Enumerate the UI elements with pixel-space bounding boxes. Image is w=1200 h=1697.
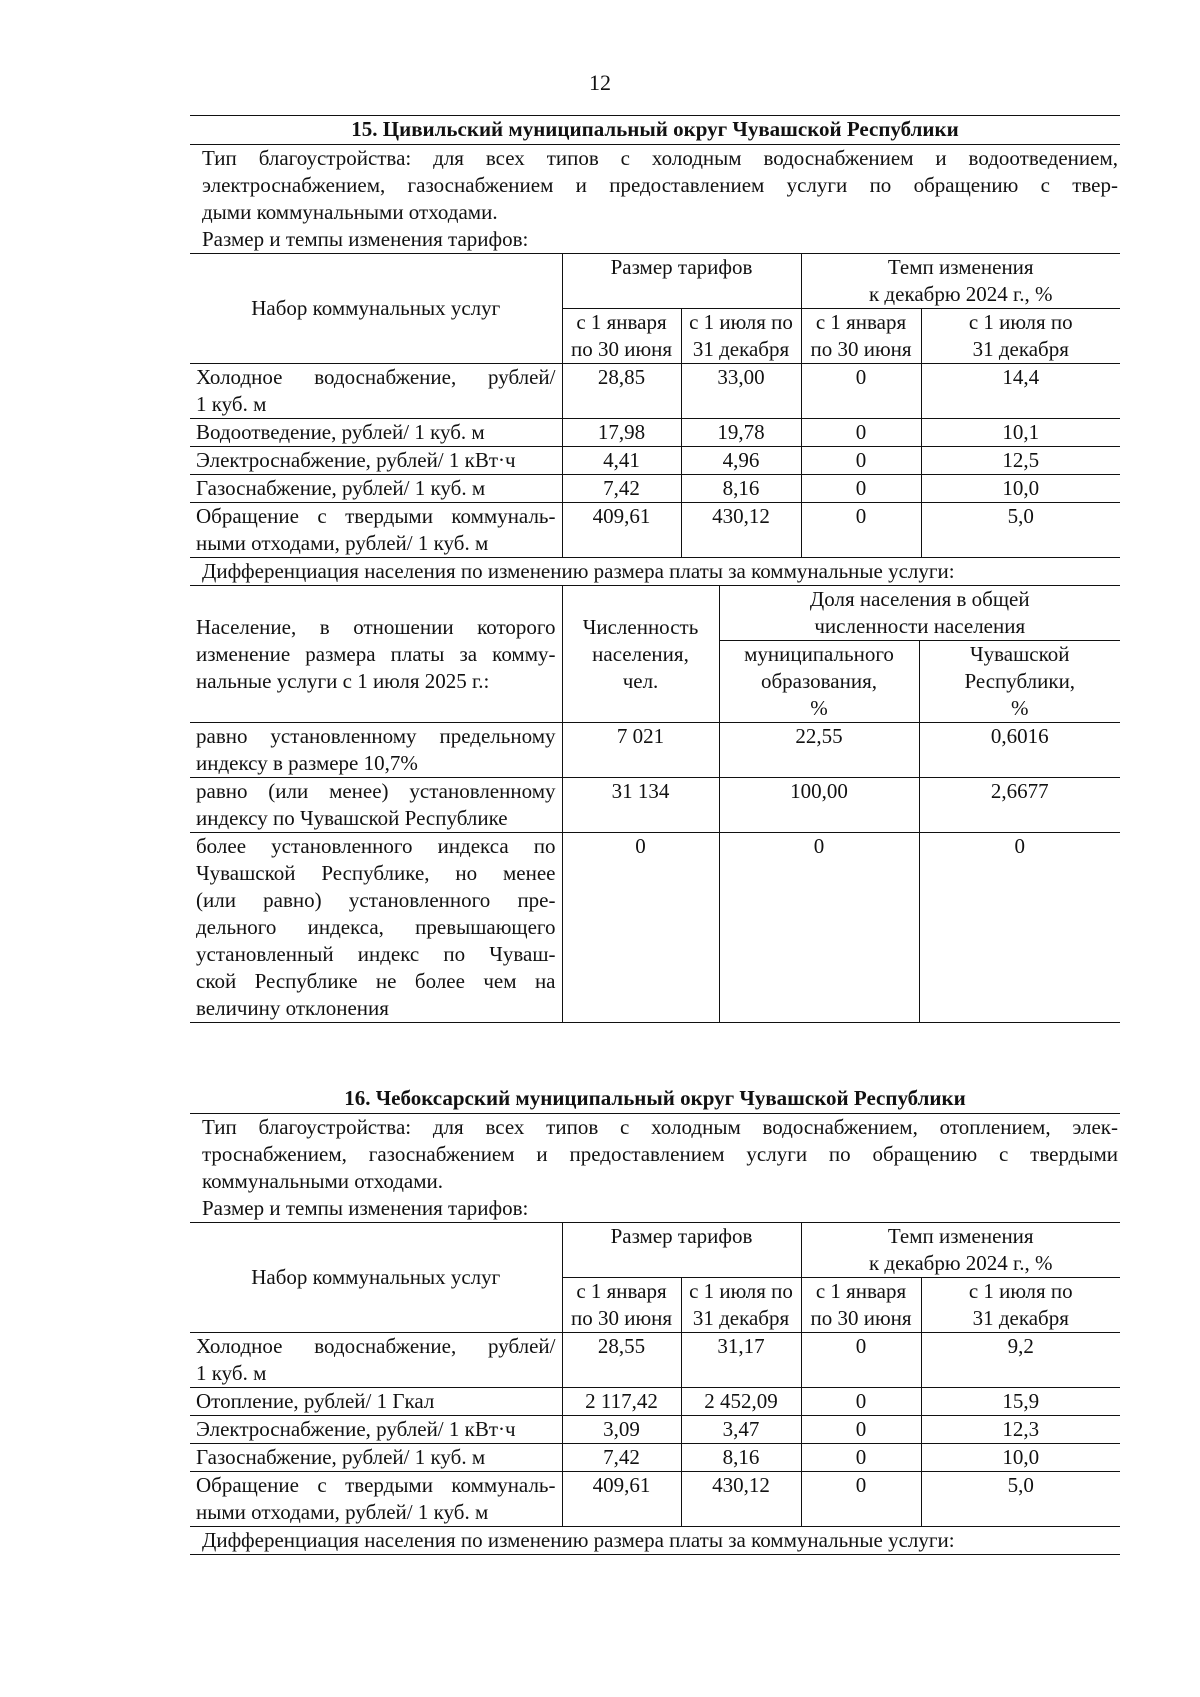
table-row — [190, 503, 1120, 558]
service-name: Холодное водоснабжение, рублей/ 1 куб. м — [190, 364, 562, 419]
service-name: Обращение с твердыми коммуналь- ными отходами, рублей/ 1 куб. м — [190, 503, 562, 558]
rate-value: 0 — [801, 447, 921, 475]
tariff-value: 33,00 — [681, 364, 801, 419]
table-row — [190, 419, 1120, 447]
tariff-value: 3,09 — [562, 1416, 681, 1444]
population-header: Население, в отношении которого изменение размера платы за комму- нальные услуги с 1 июля 2025 г.: — [190, 586, 562, 723]
rate-value: 0 — [801, 364, 921, 419]
type-line: электроснабжением, газоснабжением и предоставлением услуги по обращению с твер- — [202, 173, 1118, 197]
table-row — [190, 364, 1120, 419]
municipal-share: 0 — [719, 833, 919, 1023]
period-header: с 1 января по 30 июня — [562, 309, 681, 364]
period-header: с 1 июля по 31 декабря — [921, 309, 1120, 364]
tariff-value: 4,96 — [681, 447, 801, 475]
rate-header — [801, 254, 1120, 309]
rate-value: 0 — [801, 475, 921, 503]
service-name: Газоснабжение, рублей/ 1 куб. м — [190, 475, 562, 503]
table-row — [190, 1472, 1120, 1527]
period-header: с 1 января по 30 июня — [801, 1278, 921, 1333]
population-group: равно установленному предельному индексу в размере 10,7% — [190, 723, 562, 778]
period-header: с 1 июля по 31 декабря — [681, 1278, 801, 1333]
rate-value: 12,3 — [921, 1416, 1120, 1444]
rate-value: 0 — [801, 1333, 921, 1388]
rate-value: 10,1 — [921, 419, 1120, 447]
table-row — [190, 833, 1120, 1023]
tariff-value: 8,16 — [681, 1444, 801, 1472]
population-count: 31 134 — [562, 778, 719, 833]
tariff-value: 409,61 — [562, 1472, 681, 1527]
table-row — [190, 1416, 1120, 1444]
rate-value: 5,0 — [921, 503, 1120, 558]
tariff-value: 430,12 — [681, 1472, 801, 1527]
service-name: Обращение с твердыми коммуналь- ными отходами, рублей/ 1 куб. м — [190, 1472, 562, 1527]
rate-value: 0 — [801, 1388, 921, 1416]
count-header: Численность населения, чел. — [562, 586, 719, 723]
rate-value: 0 — [801, 503, 921, 558]
section-16-title: 16. Чебоксарский муниципальный округ Чувашской Республики — [190, 1085, 1120, 1114]
rate-value: 0 — [801, 1416, 921, 1444]
period-header: с 1 июля по 31 декабря — [921, 1278, 1120, 1333]
tariff-value: 31,17 — [681, 1333, 801, 1388]
population-count: 7 021 — [562, 723, 719, 778]
rate-value: 9,2 — [921, 1333, 1120, 1388]
period-header: с 1 января по 30 июня — [801, 309, 921, 364]
rate-header-line: Темп изменения — [887, 1224, 1034, 1248]
republic-header: Чувашской Республики, % — [919, 641, 1120, 723]
population-group: более установленного индекса по Чувашской Республике, но менее (или равно) установленного пре- дельного индекса, превышающего установленный индекс по Чуваш- ской Республике не более чем на величину отклонения — [190, 833, 562, 1023]
municipal-share: 100,00 — [719, 778, 919, 833]
services-header: Набор коммунальных услуг — [190, 254, 562, 364]
period-header: с 1 января по 30 июня — [562, 1278, 681, 1333]
population-count: 0 — [562, 833, 719, 1023]
rate-value: 14,4 — [921, 364, 1120, 419]
rate-value: 12,5 — [921, 447, 1120, 475]
tariff-table — [190, 1222, 1120, 1527]
tariff-value: 409,61 — [562, 503, 681, 558]
tariff-value: 7,42 — [562, 1444, 681, 1472]
republic-share: 0,6016 — [919, 723, 1120, 778]
diff-caption: Дифференциация населения по изменению размера платы за коммунальные услуги: — [202, 559, 955, 583]
rate-value: 0 — [801, 419, 921, 447]
rate-value: 0 — [801, 1444, 921, 1472]
tariff-value: 8,16 — [681, 475, 801, 503]
period-header: с 1 июля по 31 декабря — [681, 309, 801, 364]
service-name: Электроснабжение, рублей/ 1 кВт·ч — [190, 1416, 562, 1444]
tariff-value: 2 117,42 — [562, 1388, 681, 1416]
table-row — [190, 1333, 1120, 1388]
section-15 — [190, 115, 1120, 1023]
tariff-value: 28,85 — [562, 364, 681, 419]
rate-value: 0 — [801, 1472, 921, 1527]
type-line: дыми коммунальными отходами. — [202, 200, 498, 224]
tariff-value: 430,12 — [681, 503, 801, 558]
service-name: Холодное водоснабжение, рублей/ 1 куб. м — [190, 1333, 562, 1388]
population-group: равно (или менее) установленному индексу по Чувашской Республике — [190, 778, 562, 833]
diff-caption: Дифференциация населения по изменению размера платы за коммунальные услуги: — [190, 1527, 1120, 1555]
tariff-size-header: Размер тарифов — [562, 1223, 801, 1278]
rate-value: 15,9 — [921, 1388, 1120, 1416]
tariff-value: 3,47 — [681, 1416, 801, 1444]
type-line: Тип благоустройства: для всех типов с холодным водоснабжением и водоотведением, — [202, 146, 1118, 170]
tariff-value: 4,41 — [562, 447, 681, 475]
service-name: Водоотведение, рублей/ 1 куб. м — [190, 419, 562, 447]
section-15-title: 15. Цивильский муниципальный округ Чувашской Республики — [190, 115, 1120, 145]
rate-header — [801, 1223, 1120, 1278]
rate-value: 10,0 — [921, 1444, 1120, 1472]
rate-header-line: Темп изменения — [887, 255, 1034, 279]
rate-value: 5,0 — [921, 1472, 1120, 1527]
service-name: Газоснабжение, рублей/ 1 куб. м — [190, 1444, 562, 1472]
rate-header-line: к декабрю 2024 г., % — [868, 1251, 1053, 1275]
type-line: коммунальными отходами. — [202, 1169, 444, 1193]
tariff-value: 7,42 — [562, 475, 681, 503]
republic-share: 2,6677 — [919, 778, 1120, 833]
tariff-caption: Размер и темпы изменения тарифов: — [202, 1196, 529, 1220]
table-row — [190, 475, 1120, 503]
municipal-header: муниципального образования, % — [719, 641, 919, 723]
republic-share: 0 — [919, 833, 1120, 1023]
tariff-value: 28,55 — [562, 1333, 681, 1388]
tariff-caption: Размер и темпы изменения тарифов: — [202, 227, 529, 251]
table-row — [190, 778, 1120, 833]
table-row — [190, 723, 1120, 778]
rate-value: 10,0 — [921, 475, 1120, 503]
table-row — [190, 1444, 1120, 1472]
type-line: троснабжением, газоснабжением и предоставлением услуги по обращению с твердыми — [202, 1142, 1118, 1166]
share-header: Доля населения в общей численности населения — [719, 586, 1120, 641]
table-row — [190, 447, 1120, 475]
rate-header-line: к декабрю 2024 г., % — [868, 282, 1053, 306]
tariff-size-header: Размер тарифов — [562, 254, 801, 309]
tariff-table — [190, 253, 1120, 558]
section-16 — [190, 1085, 1120, 1555]
tariff-value: 19,78 — [681, 419, 801, 447]
population-table — [190, 585, 1120, 1023]
municipal-share: 22,55 — [719, 723, 919, 778]
type-line: Тип благоустройства: для всех типов с холодным водоснабжением, отоплением, элек- — [202, 1115, 1118, 1139]
services-header: Набор коммунальных услуг — [190, 1223, 562, 1333]
service-name: Электроснабжение, рублей/ 1 кВт·ч — [190, 447, 562, 475]
service-name: Отопление, рублей/ 1 Гкал — [190, 1388, 562, 1416]
page-number: 12 — [589, 70, 611, 95]
tariff-value: 2 452,09 — [681, 1388, 801, 1416]
tariff-value: 17,98 — [562, 419, 681, 447]
table-row — [190, 1388, 1120, 1416]
